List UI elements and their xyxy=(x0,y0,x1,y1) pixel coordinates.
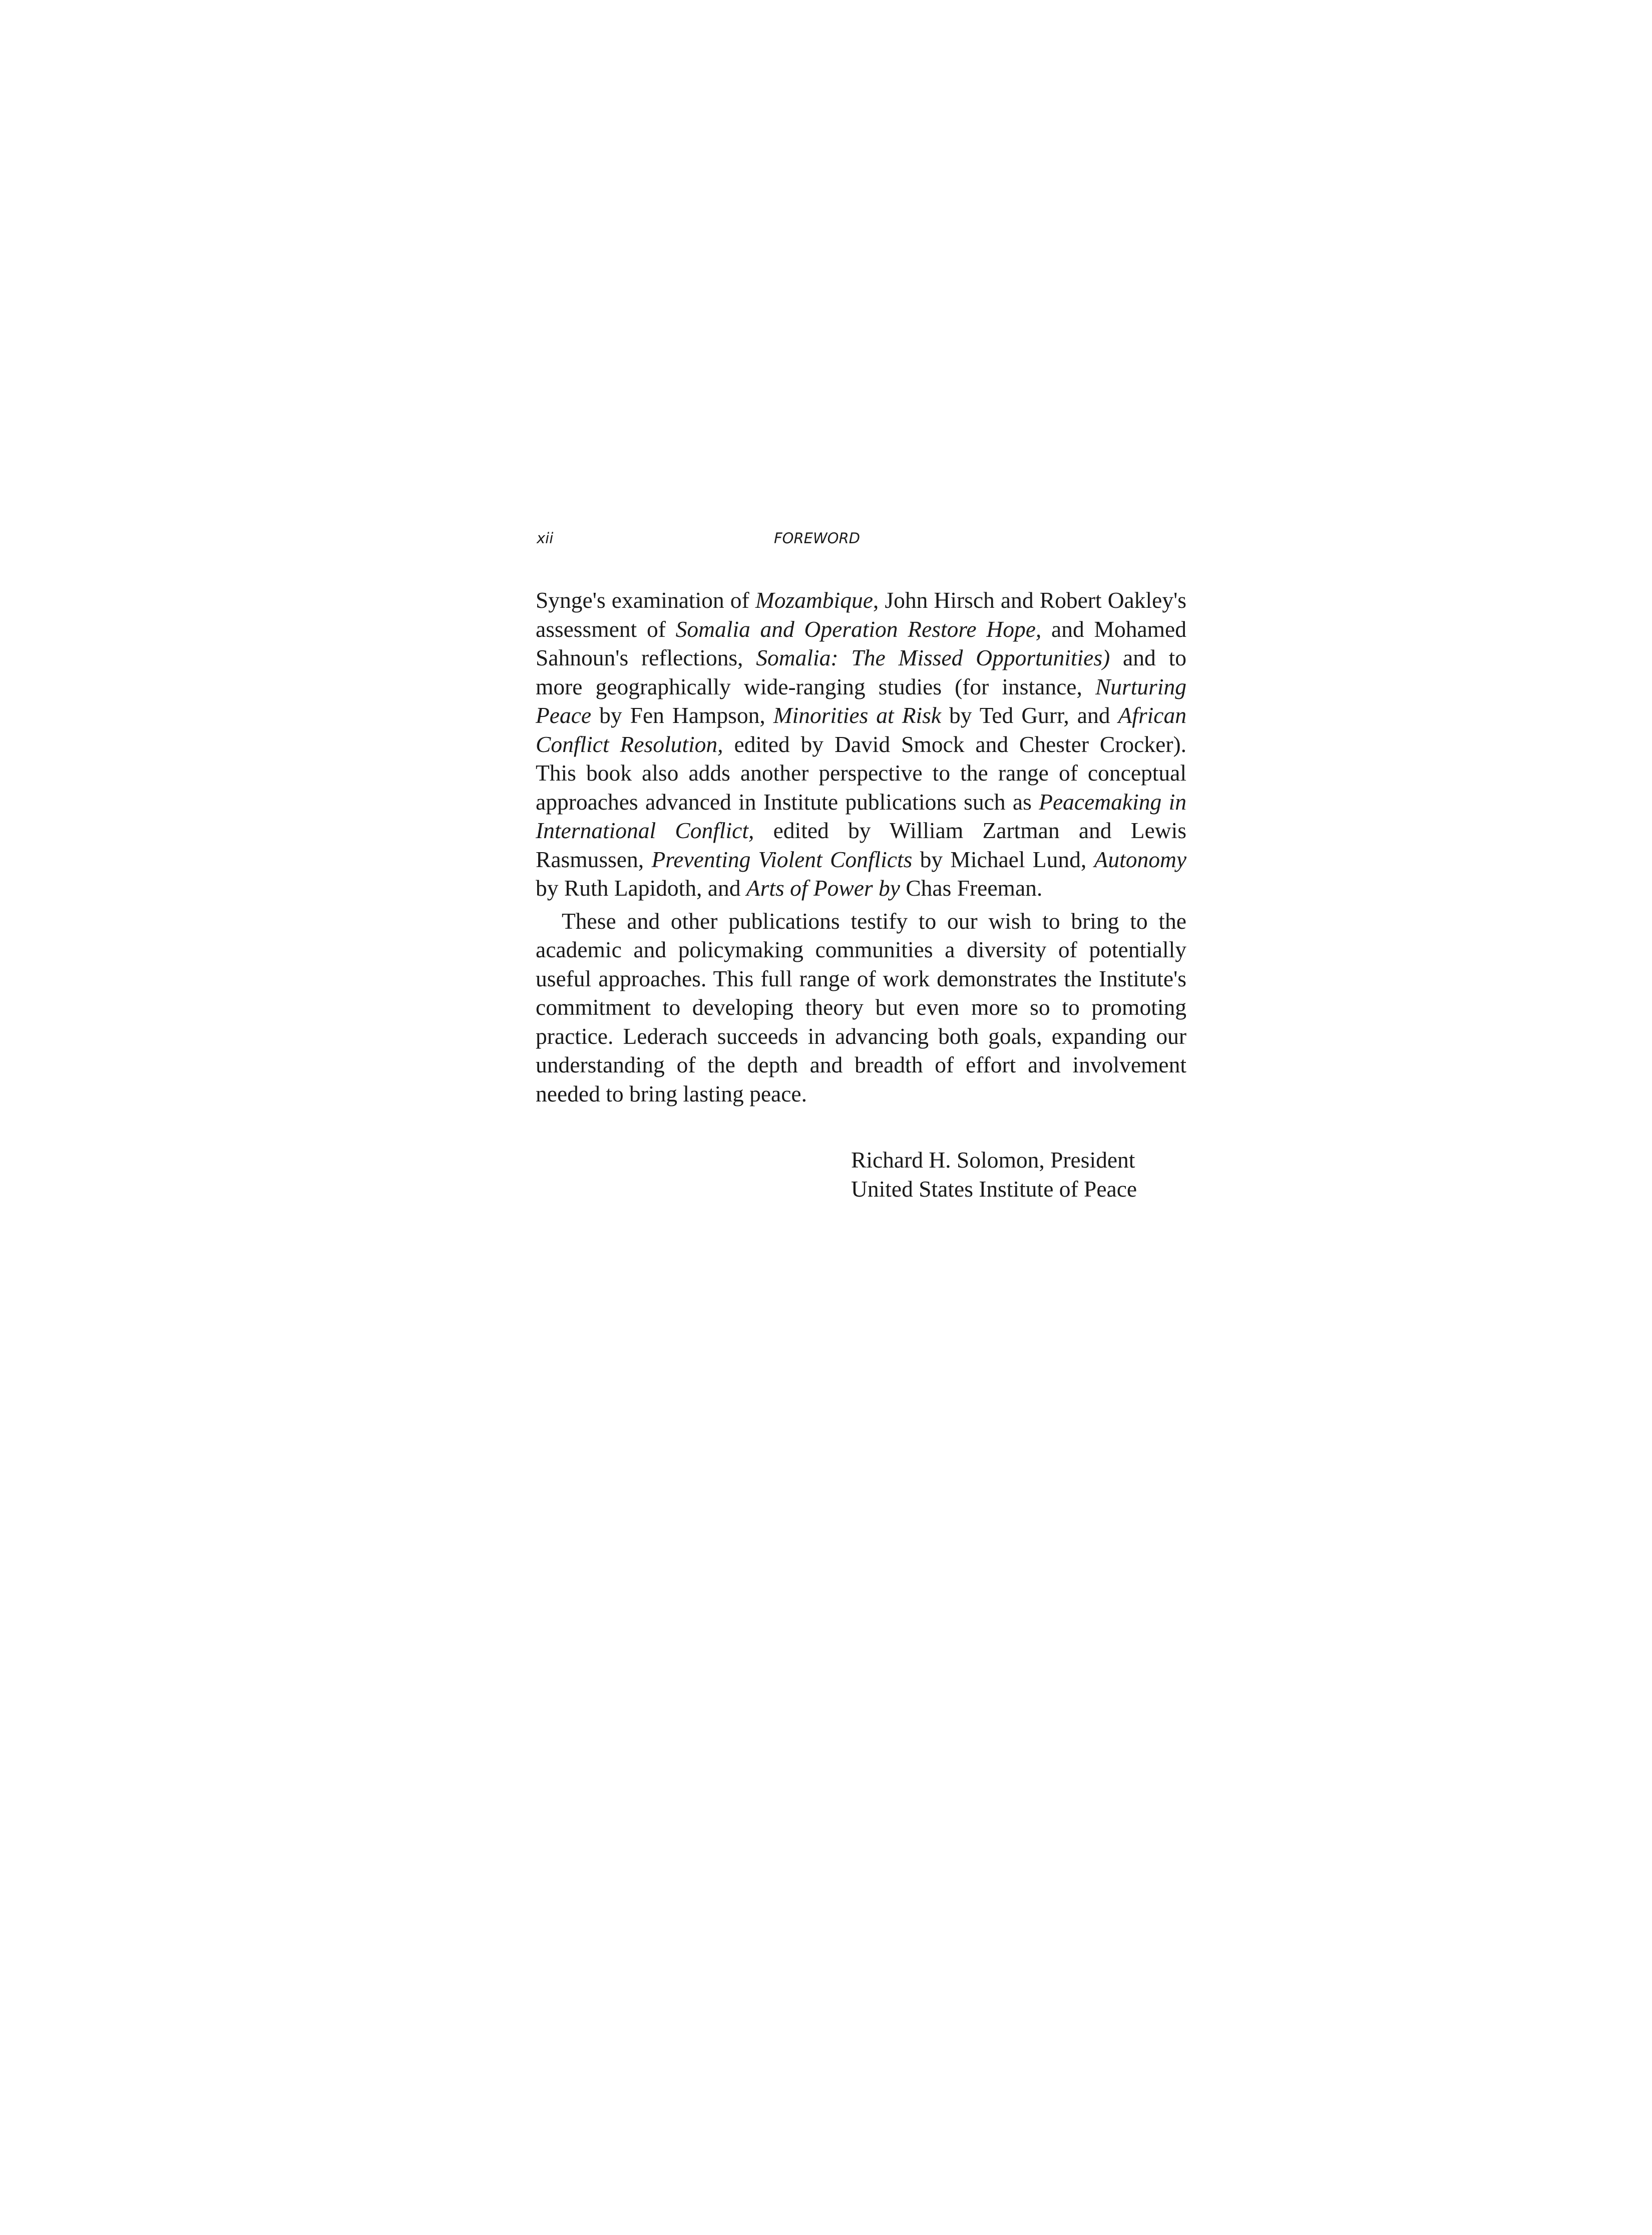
italic-title: Peacemaking in International Conflict, xyxy=(536,789,1186,843)
text-run: Synge's examination of xyxy=(536,587,755,613)
italic-title: Mozambique xyxy=(755,587,873,613)
text-run: and to more geographically wide-ranging studies (for instance, xyxy=(536,645,1186,699)
page-number: xii xyxy=(537,530,554,547)
text-run: by Fen Hampson, xyxy=(591,702,773,728)
text-run: Chas Freeman. xyxy=(900,875,1043,901)
text-run: and Mohamed Sahnoun's reflections, xyxy=(536,616,1186,670)
italic-title: Arts of Power by xyxy=(746,875,900,901)
italic-title: Preventing Violent Conflicts xyxy=(651,846,913,872)
paragraph xyxy=(536,586,1186,903)
signature-block xyxy=(851,1146,1171,1204)
italic-title: African Conflict Resolution, xyxy=(536,702,1186,757)
italic-title: Somalia and Operation Restore Hope, xyxy=(675,616,1042,642)
signatory-name: Richard H. Solomon, President xyxy=(851,1147,1135,1173)
text-run: by Ted Gurr, and xyxy=(941,702,1118,728)
body-text xyxy=(536,586,1186,1108)
text-run: These and other publications testify to our wish to bring to the academic and policymaking communities a diversity of potentially useful approaches. This full range of work demonstrates the Institute's commitment to developing theory but even more so to promoting practice. Lederach succeeds in advancing both goals, expanding our understanding of the depth and breadth of effort and involvement needed to bring lasting peace. xyxy=(536,908,1186,1106)
italic-title: Minorities at Risk xyxy=(773,702,942,728)
text-run: by Michael Lund, xyxy=(912,846,1094,872)
signatory-organization: United States Institute of Peace xyxy=(851,1176,1137,1202)
running-head xyxy=(537,530,1187,554)
text-run: edited by David Smock and Chester Crocker). This book also adds another perspective to the range of conceptual approaches advanced in Institute publications such as xyxy=(536,731,1186,815)
italic-title: Autonomy xyxy=(1094,846,1187,872)
text-run: by Ruth Lapidoth, and xyxy=(536,875,746,901)
text-run: , John Hirsch and Robert Oakley's assessment of xyxy=(536,587,1186,642)
text-run: edited by William Zartman and Lewis Rasmussen, xyxy=(536,818,1186,872)
italic-title: Somalia: The Missed Opportunities) xyxy=(756,645,1110,670)
paragraph xyxy=(536,907,1186,1108)
italic-title: Nurturing Peace xyxy=(536,673,1186,728)
running-head-title: FOREWORD xyxy=(774,530,860,547)
